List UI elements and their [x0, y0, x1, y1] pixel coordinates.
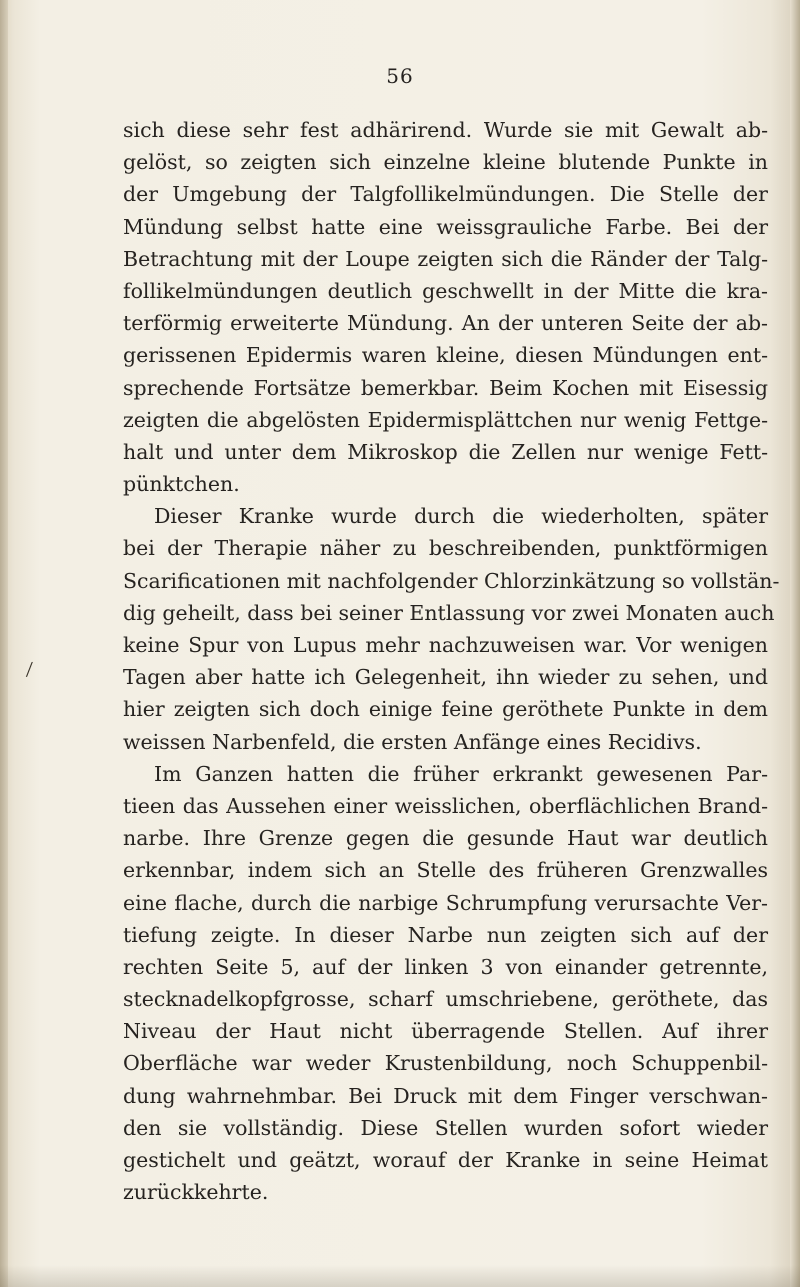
text-line: keine Spur von Lupus mehr nachzuweisen war. Vor wenigen	[123, 633, 768, 657]
text-line: gerissenen Epidermis waren kleine, diesen Mündungen ent-	[123, 343, 768, 368]
page-edge	[790, 0, 800, 1287]
page-number: 56	[386, 64, 414, 88]
text-line: Betrachtung mit der Loupe zeigten sich die Ränder der Talg-	[123, 246, 768, 271]
text-line: sprechende Fortsätze bemerkbar. Beim Kochen mit Eisessig	[123, 375, 768, 400]
text-line: tieen das Aussehen einer weisslichen, oberflächlichen Brand-	[123, 793, 768, 818]
text-line: terförmig erweiterte Mündung. An der unteren Seite der ab-	[123, 311, 768, 336]
text-line: Niveau der Haut nicht überragende Stellen. Auf ihrer	[123, 1019, 768, 1044]
text-line: den sie vollständig. Diese Stellen wurden sofort wieder	[123, 1115, 768, 1140]
text-line: zeigten die abgelösten Epidermisplättchen nur wenig Fettge-	[123, 407, 768, 432]
text-line: Mündung selbst hatte eine weissgrauliche Farbe. Bei der	[123, 214, 768, 239]
text-line: tiefung zeigte. In dieser Narbe nun zeigten sich auf der	[123, 922, 768, 947]
text-line: halt und unter dem Mikroskop die Zellen nur wenige Fett-	[123, 439, 768, 464]
text-line: follikelmündungen deutlich geschwellt in der Mitte die kra-	[123, 278, 768, 303]
text-line: dung wahrnehmbar. Bei Druck mit dem Finger verschwan-	[123, 1083, 768, 1108]
text-line: pünktchen.	[123, 472, 240, 497]
text-line: gelöst, so zeigten sich einzelne kleine blutende Punkte in	[123, 150, 768, 175]
text-line: stecknadelkopfgrosse, scharf umschriebene, geröthete, das	[123, 987, 768, 1012]
text-line: bei der Therapie näher zu beschreibenden, punktförmigen	[123, 536, 768, 561]
text-line: dig geheilt, dass bei seiner Entlassung vor zwei Monaten auch	[123, 600, 775, 625]
text-line: erkennbar, indem sich an Stelle des früheren Grenzwalles	[123, 858, 768, 883]
margin-pencil-mark: ⁄	[26, 659, 33, 682]
text-line: eine flache, durch die narbige Schrumpfung verursachte Ver-	[123, 890, 768, 915]
text-line: Tagen aber hatte ich Gelegenheit, ihn wieder zu sehen, und	[123, 665, 768, 690]
text-line: narbe. Ihre Grenze gegen die gesunde Haut war deutlich	[123, 826, 768, 851]
text-line: gestichelt und geätzt, worauf der Kranke in seine Heimat	[123, 1148, 768, 1172]
page-shadow	[0, 1265, 800, 1287]
text-line: zurückkehrte.	[123, 1180, 269, 1205]
body-text	[123, 114, 780, 1208]
text-line: Im Ganzen hatten die früher erkrankt gewesenen Par-	[154, 761, 768, 786]
text-line: Scarificationen mit nachfolgender Chlorzinkätzung so vollstän-	[123, 568, 780, 593]
text-line: weissen Narbenfeld, die ersten Anfänge eines Recidivs.	[123, 729, 702, 754]
text-line: Oberfläche war weder Krustenbildung, noch Schuppenbil-	[123, 1051, 768, 1076]
text-line: der Umgebung der Talgfollikelmündungen. Die Stelle der	[123, 182, 768, 207]
text-line: sich diese sehr fest adhärirend. Wurde sie mit Gewalt ab-	[123, 118, 768, 142]
text-line: Dieser Kranke wurde durch die wiederholten, später	[154, 504, 768, 529]
text-line: hier zeigten sich doch einige feine geröthete Punkte in dem	[123, 697, 768, 722]
page-gutter	[0, 0, 8, 1287]
text-line: rechten Seite 5, auf der linken 3 von einander getrennte,	[123, 954, 768, 979]
